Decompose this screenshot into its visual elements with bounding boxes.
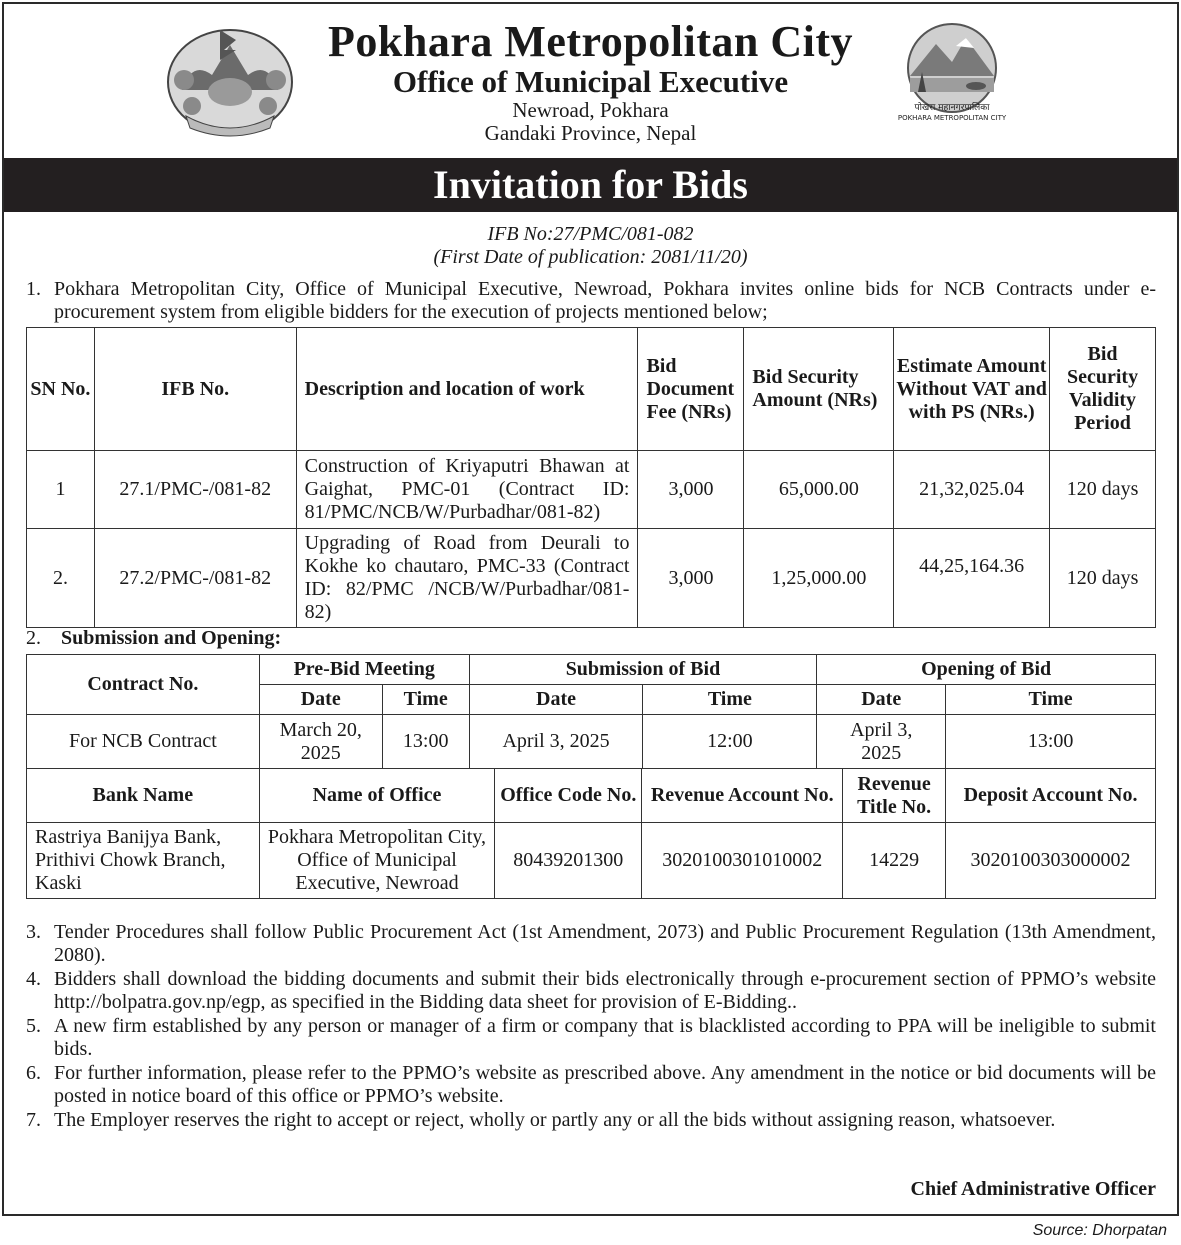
header-revenue-title: Revenue Title No. <box>843 769 946 823</box>
header-date: Date <box>469 685 643 715</box>
clause-2-number: 2. <box>26 627 41 649</box>
header-date: Date <box>817 685 946 715</box>
clause-2-heading <box>26 627 281 650</box>
address-line-1: Newroad, Pokhara <box>512 98 669 122</box>
header-office-name: Name of Office <box>259 769 495 823</box>
clause-3-text: Tender Procedures shall follow Public Procurement Act (1st Amendment, 2073) and Public Procurement Regulation (13th Amendment, 2080). <box>54 921 1156 966</box>
header-description: Description and location of work <box>296 328 638 451</box>
header-bank-name: Bank Name <box>27 769 260 823</box>
header-ifb: IFB No. <box>94 328 296 451</box>
revenue-account: 3020100301010002 <box>642 823 843 899</box>
row-sn: 2. <box>27 529 95 628</box>
row-fee: 3,000 <box>638 529 744 628</box>
submission-time: 12:00 <box>643 715 817 769</box>
header-time: Time <box>643 685 817 715</box>
contract-value: For NCB Contract <box>27 715 260 769</box>
clause-2-title: Submission and Opening: <box>61 627 282 649</box>
schedule-table <box>26 654 1156 769</box>
ifb-number: IFB No:27/PMC/081-082 <box>487 223 694 245</box>
clause-5-text: A new firm established by any person or manager of a firm or company that is blacklisted according to PPA will be ineligible to submit bids. <box>54 1015 1156 1060</box>
header-revenue-account: Revenue Account No. <box>642 769 843 823</box>
clause-7-number: 7. <box>26 1109 41 1131</box>
office-code: 80439201300 <box>495 823 642 899</box>
header-submission: Submission of Bid <box>469 655 817 685</box>
header-time: Time <box>946 685 1156 715</box>
revenue-title: 14229 <box>843 823 946 899</box>
clause-7-text: The Employer reserves the right to accept or reject, wholly or partly any or all the bids without assigning reason, whatsoever. <box>54 1109 1056 1131</box>
submission-date: April 3, 2025 <box>469 715 643 769</box>
deposit-account: 3020100303000002 <box>946 823 1156 899</box>
header-validity: Bid Security Validity Period <box>1050 328 1156 451</box>
clause-1-text: Pokhara Metropolitan City, Office of Municipal Executive, Newroad, Pokhara invites online bids for NCB Contracts under e-procurement system from eligible bidders for the execution of projects mentioned below; <box>54 278 1156 323</box>
row-description: Upgrading of Road from Deurali to Kokhe ko chautaro, PMC-33 (Contract ID: 82/PMC /NCB/W/Purbadhar/081-82) <box>296 529 638 628</box>
header-bid-security: Bid Security Amount (NRs) <box>744 328 894 451</box>
header-prebid-meeting: Pre-Bid Meeting <box>259 655 469 685</box>
city-title: Pokhara Metropolitan City <box>328 17 853 66</box>
clause-6-text: For further information, please refer to the PPMO’s website as prescribed above. Any amendment in the notice or bid documents will be posted in notice board of this office or PPMO’s website. <box>54 1062 1156 1107</box>
header-sn: SN No. <box>27 328 95 451</box>
clause-3-number: 3. <box>26 921 41 943</box>
row-validity: 120 days <box>1050 451 1156 529</box>
svg-text:POKHARA METROPOLITAN CITY: POKHARA METROPOLITAN CITY <box>897 114 1007 122</box>
row-fee: 3,000 <box>638 451 744 529</box>
office-name: Pokhara Metropolitan City, Office of Municipal Executive, Newroad <box>259 823 495 899</box>
header-opening: Opening of Bid <box>817 655 1156 685</box>
row-validity: 120 days <box>1050 529 1156 628</box>
signature: Chief Administrative Officer <box>910 1178 1156 1200</box>
header-document-fee: Bid Document Fee (NRs) <box>638 328 744 451</box>
row-sn: 1 <box>27 451 95 529</box>
opening-time: 13:00 <box>946 715 1156 769</box>
table-row <box>27 823 1156 899</box>
prebid-date: March 20, 2025 <box>259 715 382 769</box>
bank-name: Rastriya Banijya Bank, Prithivi Chowk Branch, Kaski <box>27 823 260 899</box>
first-publication-date: (First Date of publication: 2081/11/20) <box>433 246 748 268</box>
header-deposit-account: Deposit Account No. <box>946 769 1156 823</box>
table-row <box>27 715 1156 769</box>
clause-4-number: 4. <box>26 968 41 990</box>
office-title: Office of Municipal Executive <box>392 64 789 99</box>
source-credit: Source: Dhorpatan <box>1032 1222 1167 1239</box>
clause-6-number: 6. <box>26 1062 41 1084</box>
row-security: 65,000.00 <box>744 451 894 529</box>
row-ifb: 27.2/PMC-/081-82 <box>94 529 296 628</box>
address-line-2: Gandaki Province, Nepal <box>484 121 697 145</box>
table-row <box>27 451 1156 529</box>
table-row <box>27 529 1156 628</box>
row-estimate: 21,32,025.04 <box>894 451 1050 529</box>
works-table <box>26 327 1156 628</box>
clause-1-number: 1. <box>26 278 41 300</box>
header-estimate: Estimate Amount Without VAT and with PS (NRs.) <box>894 328 1050 451</box>
prebid-time: 13:00 <box>382 715 469 769</box>
clause-5-number: 5. <box>26 1015 41 1037</box>
svg-text:पोखरा महानगरपालिका: पोखरा महानगरपालिका <box>914 103 990 113</box>
header-time: Time <box>382 685 469 715</box>
row-ifb: 27.1/PMC-/081-82 <box>94 451 296 529</box>
row-description: Construction of Kriyaputri Bhawan at Gaighat, PMC-01 (Contract ID: 81/PMC/NCB/W/Purbadhar/081-82) <box>296 451 638 529</box>
header-office-code: Office Code No. <box>495 769 642 823</box>
clause-4-text: Bidders shall download the bidding documents and submit their bids electronically through e-procurement section of PPMO’s website http://bolpatra.gov.np/egp, as specified in the Bidding data sheet for provision of E-Bidding.. <box>54 968 1156 1013</box>
header-contract-no: Contract No. <box>27 655 260 715</box>
bank-table <box>26 768 1156 899</box>
notice-title: Invitation for Bids <box>4 158 1177 212</box>
row-security: 1,25,000.00 <box>744 529 894 628</box>
row-estimate: 44,25,164.36 <box>894 529 1050 628</box>
opening-date: April 3, 2025 <box>817 715 946 769</box>
header-date: Date <box>259 685 382 715</box>
